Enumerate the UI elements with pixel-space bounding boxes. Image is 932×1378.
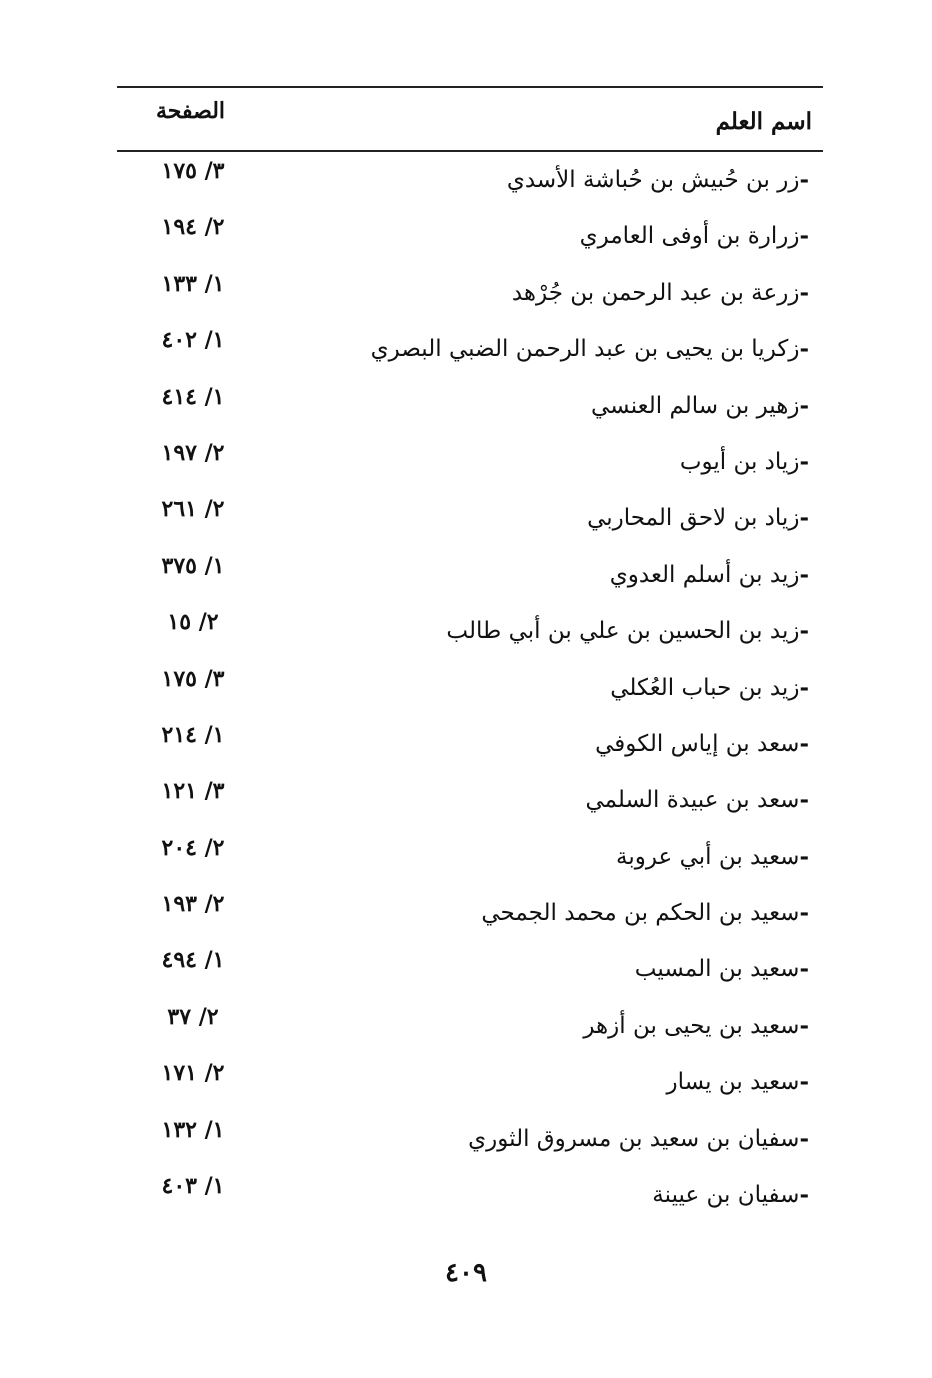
table-row <box>117 208 823 264</box>
person-name-text: زهير بن سالم العنسي <box>591 392 800 419</box>
page-number: ٤٠٩ <box>445 1258 487 1288</box>
entry-dash: - <box>799 335 809 363</box>
person-name-text: سعيد بن المسيب <box>634 956 800 983</box>
person-name <box>580 222 809 249</box>
table-row <box>117 434 823 490</box>
page-reference: ١/ ١٣٣ <box>161 270 225 297</box>
table-row <box>117 378 823 434</box>
person-name-text: زر بن حُبيش بن حُباشة الأسدي <box>506 167 800 193</box>
person-name-text: زرعة بن عبد الرحمن بن جُرْهد <box>511 279 800 306</box>
table-row <box>117 152 823 208</box>
person-name <box>507 166 809 193</box>
name-column-header: اسم العلم <box>715 108 812 135</box>
entry-dash: - <box>799 1181 809 1209</box>
person-name <box>587 504 809 531</box>
table-row <box>117 265 823 321</box>
table-row <box>117 716 823 772</box>
table-row <box>117 772 823 828</box>
page-reference: ١/ ٤٠٢ <box>161 327 225 354</box>
page-reference: ٢/ ١٩٧ <box>161 439 225 466</box>
person-name <box>652 1181 809 1208</box>
person-name <box>468 1125 809 1152</box>
page-reference: ٢/ ٢٦١ <box>161 496 225 523</box>
page-reference: ١/ ٤١٤ <box>161 383 225 410</box>
entry-dash: - <box>799 222 809 250</box>
table-row <box>117 547 823 603</box>
person-name-text: سعيد بن الحكم بن محمد الجمحي <box>481 900 800 927</box>
entry-dash: - <box>799 504 809 532</box>
entry-dash: - <box>799 560 809 588</box>
person-name-text: سعيد بن يحيى بن أزهر <box>583 1012 800 1039</box>
person-name <box>591 392 809 419</box>
person-name <box>446 617 809 644</box>
page-column-header: الصفحة <box>156 98 226 124</box>
person-name <box>585 786 809 813</box>
table-row <box>117 885 823 941</box>
person-name-text: سفيان بن عيينة <box>652 1182 800 1209</box>
table-row <box>117 660 823 716</box>
person-name-text: زكريا بن يحيى بن عبد الرحمن الضبي البصري <box>370 336 800 363</box>
table-row <box>117 490 823 546</box>
page-reference: ١/ ٤٩٤ <box>161 947 225 974</box>
table-row <box>117 1111 823 1167</box>
page-reference: ٢/ ١٩٤ <box>161 214 225 241</box>
person-name <box>610 674 809 701</box>
person-name <box>635 955 809 982</box>
person-name-text: سفيان بن سعيد بن مسروق الثوري <box>468 1125 800 1152</box>
person-name <box>667 1068 810 1095</box>
person-name <box>512 279 809 306</box>
table-row <box>117 603 823 659</box>
person-name <box>616 843 809 870</box>
page-reference: ٣/ ١٢١ <box>161 778 225 805</box>
page-reference: ١/ ٣٧٥ <box>161 552 225 579</box>
entry-dash: - <box>799 899 809 927</box>
entry-dash: - <box>799 1124 809 1152</box>
person-name <box>371 335 809 362</box>
entry-dash: - <box>799 1068 809 1096</box>
entry-dash: - <box>799 617 809 645</box>
page-reference: ٢/ ١٧١ <box>161 1060 225 1087</box>
person-name-text: زياد بن أيوب <box>679 448 800 475</box>
person-name-text: سعد بن عبيدة السلمي <box>585 787 800 814</box>
table-row <box>117 829 823 885</box>
entry-dash: - <box>799 729 809 757</box>
page-reference: ٢/ ١٩٣ <box>161 891 225 918</box>
entry-dash: - <box>799 278 809 306</box>
page-reference: ٣/ ١٧٥ <box>161 158 225 184</box>
page-reference: ٢/ ٢٠٤ <box>161 834 225 861</box>
entry-dash: - <box>799 786 809 814</box>
page-reference: ٢/ ١٥ <box>167 609 219 636</box>
person-name-text: زيد بن الحسين بن علي بن أبي طالب <box>446 618 800 645</box>
person-name <box>595 730 809 757</box>
person-name-text: سعيد بن يسار <box>666 1069 800 1096</box>
index-table <box>117 152 823 1223</box>
table-row <box>117 1167 823 1223</box>
entry-dash: - <box>799 391 809 419</box>
entry-dash: - <box>799 447 809 475</box>
page-reference: ٢/ ٣٧ <box>167 1003 219 1030</box>
page-reference: ٣/ ١٧٥ <box>161 665 225 692</box>
person-name-text: سعد بن إياس الكوفي <box>595 730 800 757</box>
entry-dash: - <box>799 1011 809 1039</box>
person-name <box>583 1012 809 1039</box>
person-name-text: سعيد بن أبي عروبة <box>616 843 800 870</box>
table-row <box>117 998 823 1054</box>
page-reference: ١/ ٤٠٣ <box>161 1173 225 1200</box>
page-reference: ١/ ٢١٤ <box>161 721 225 748</box>
person-name-text: زياد بن لاحق المحاربي <box>587 505 800 532</box>
top-rule <box>117 86 823 88</box>
person-name <box>481 899 809 926</box>
page-reference: ١/ ١٣٢ <box>161 1116 225 1143</box>
table-row <box>117 941 823 997</box>
entry-dash: - <box>799 842 809 870</box>
person-name <box>680 448 809 475</box>
table-row <box>117 321 823 377</box>
person-name-text: زرارة بن أوفى العامري <box>579 223 800 250</box>
person-name-text: زيد بن حباب العُكلي <box>610 674 800 701</box>
entry-dash: - <box>799 166 809 193</box>
entry-dash: - <box>799 673 809 701</box>
entry-dash: - <box>799 955 809 983</box>
person-name <box>610 561 809 588</box>
table-row <box>117 1054 823 1110</box>
person-name-text: زيد بن أسلم العدوي <box>609 561 800 588</box>
